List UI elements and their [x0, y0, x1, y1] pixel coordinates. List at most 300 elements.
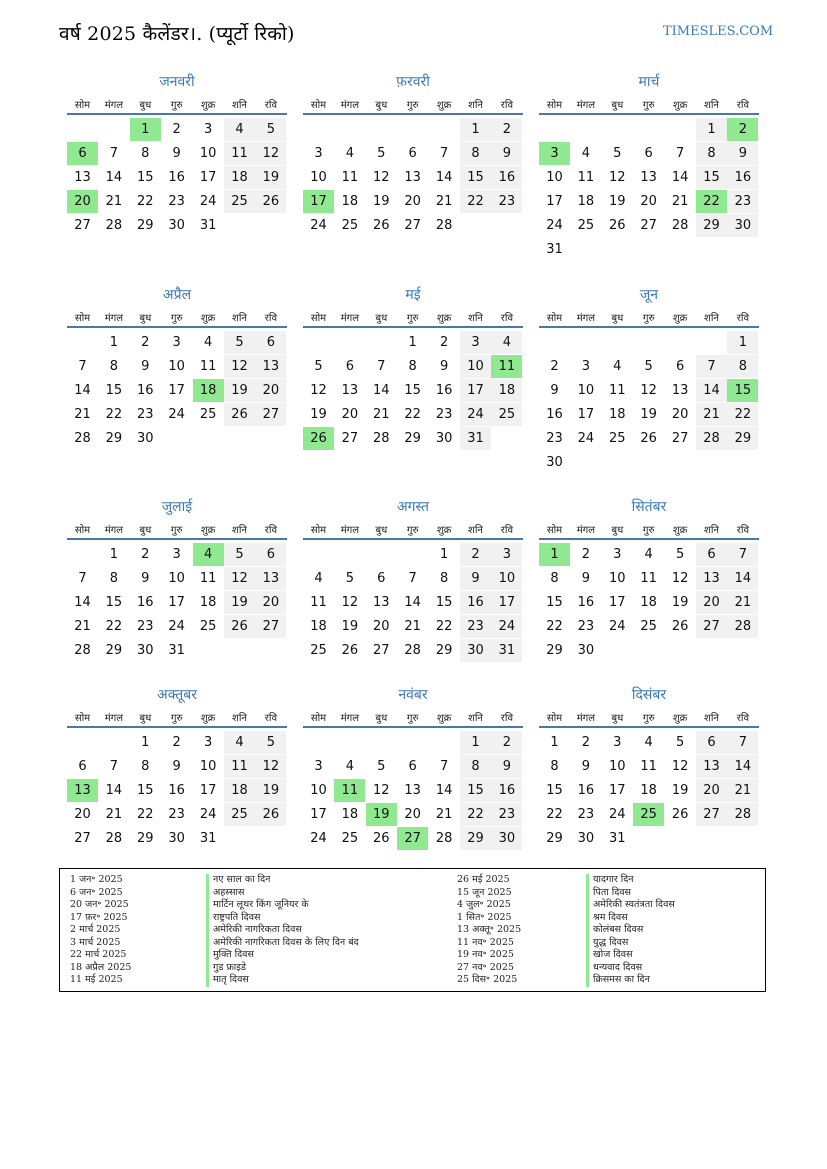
- day-cell: 31: [168, 643, 185, 658]
- day-cell: 7: [109, 146, 119, 161]
- day-cell: 26: [303, 427, 334, 450]
- weekday-label: रवि: [500, 100, 514, 111]
- day-cell: 18: [341, 194, 359, 209]
- day-cell: 16: [137, 595, 154, 610]
- day-cell: 30: [168, 218, 185, 233]
- day-cell: 17: [199, 783, 217, 798]
- day-cell: 18: [310, 619, 327, 634]
- day-cell: 6: [255, 331, 286, 354]
- day-cell: 15: [696, 166, 727, 189]
- holiday-date: 11 नव॰ 2025: [457, 936, 514, 948]
- day-cell: 16: [168, 783, 185, 798]
- day-cell: 31: [491, 639, 522, 662]
- day-cell: 22: [546, 619, 563, 634]
- weekday-label: गुरु: [642, 525, 655, 536]
- holiday-name: मार्टिन लूथर किंग जूनियर के: [206, 899, 359, 912]
- day-cell: 13: [696, 755, 727, 778]
- day-cell: 16: [727, 166, 758, 189]
- weekday-label: सोम: [74, 525, 91, 536]
- weekday-label: गुरु: [406, 313, 419, 324]
- day-cell: 14: [435, 783, 453, 798]
- day-cell: 3: [172, 547, 181, 562]
- day-cell: 19: [255, 779, 286, 802]
- day-cell: 30: [460, 639, 491, 662]
- day-cell: 23: [137, 407, 154, 422]
- day-cell: 7: [696, 355, 727, 378]
- day-cell: 14: [74, 383, 91, 398]
- day-cell: 4: [203, 335, 213, 350]
- day-cell: 9: [141, 571, 150, 586]
- weekday-label: बुध: [375, 313, 388, 324]
- day-cell: 30: [577, 643, 595, 658]
- day-cell: 25: [224, 803, 255, 826]
- weekday-label: शनि: [232, 525, 247, 536]
- day-cell: 20: [671, 407, 689, 422]
- weekday-header: [539, 310, 759, 328]
- day-cell: 27: [341, 431, 359, 446]
- day-cell: 10: [460, 355, 491, 378]
- weekday-label: सोम: [546, 713, 563, 724]
- day-cell: 8: [727, 355, 758, 378]
- day-cell: 29: [696, 214, 727, 237]
- day-cell: 4: [644, 735, 653, 750]
- day-cell: 17: [491, 591, 522, 614]
- day-cell: 15: [137, 170, 154, 185]
- day-cell: 28: [435, 831, 453, 846]
- weekday-label: मंगल: [576, 313, 596, 324]
- day-cell: 14: [105, 170, 123, 185]
- day-cell: 19: [366, 803, 397, 826]
- day-cell: 12: [255, 142, 286, 165]
- day-cell: 29: [105, 643, 123, 658]
- day-cell: 6: [67, 142, 98, 165]
- day-cell: 15: [727, 379, 758, 402]
- holiday-name: मुक्ति दिवस: [206, 949, 359, 962]
- weekday-label: सोम: [74, 313, 91, 324]
- day-cell: 5: [255, 118, 286, 141]
- day-cell: 4: [644, 547, 653, 562]
- day-cell: 27: [696, 803, 727, 826]
- weekday-label: रवि: [264, 713, 278, 724]
- month-name: अगस्त: [396, 499, 429, 515]
- weekday-label: गुरु: [642, 713, 655, 724]
- weekday-label: रवि: [264, 525, 278, 536]
- day-cell: 7: [78, 359, 87, 374]
- weekday-label: शनि: [468, 713, 483, 724]
- day-cell: 9: [172, 759, 181, 774]
- weekday-label: बुध: [611, 525, 624, 536]
- day-cell: 26: [373, 218, 390, 233]
- weekday-label: सोम: [546, 525, 563, 536]
- day-cell: 19: [640, 407, 657, 422]
- weekday-label: रवि: [500, 313, 514, 324]
- day-cell: 24: [168, 407, 185, 422]
- day-cell: 8: [141, 146, 150, 161]
- weekday-label: शुक्र: [672, 313, 688, 324]
- day-cell: 2: [491, 731, 522, 754]
- day-cell: 8: [109, 359, 119, 374]
- month-name: मार्च: [638, 74, 660, 90]
- day-cell: 25: [341, 831, 359, 846]
- month-name: दिसंबर: [631, 687, 667, 703]
- day-cell: 9: [439, 359, 449, 374]
- day-cell: 7: [439, 759, 449, 774]
- day-cell: 28: [74, 643, 91, 658]
- day-cell: 8: [460, 142, 491, 165]
- day-cell: 8: [460, 755, 491, 778]
- day-cell: 26: [671, 807, 689, 822]
- weekday-label: शुक्र: [200, 100, 216, 111]
- day-cell: 26: [255, 803, 286, 826]
- day-cell: 14: [727, 755, 758, 778]
- day-cell: 28: [671, 218, 689, 233]
- weekday-label: बुध: [139, 100, 152, 111]
- day-cell: 12: [671, 759, 689, 774]
- day-cell: 24: [609, 807, 626, 822]
- holiday-date: 20 जन॰ 2025: [70, 899, 129, 910]
- day-cell: 15: [460, 166, 491, 189]
- day-cell: 1: [460, 118, 491, 141]
- weekday-label: शुक्र: [200, 525, 216, 536]
- holiday-names-right: [586, 874, 675, 987]
- day-cell: 19: [224, 591, 255, 614]
- day-cell: 4: [193, 543, 224, 566]
- holiday-name: खोज दिवस: [586, 949, 675, 962]
- day-cell: 4: [613, 359, 622, 374]
- weekday-label: सोम: [546, 313, 563, 324]
- weekday-label: रवि: [500, 713, 514, 724]
- holiday-date: 17 फ़र॰ 2025: [70, 911, 128, 923]
- day-cell: 30: [577, 831, 595, 846]
- day-cell: 16: [460, 591, 491, 614]
- day-cell: 5: [377, 146, 386, 161]
- weekday-label: गुरु: [406, 100, 419, 111]
- weekday-label: रवि: [736, 713, 750, 724]
- holiday-date: 15 जून 2025: [457, 886, 512, 898]
- day-cell: 9: [581, 571, 591, 586]
- weekday-label: शनि: [468, 100, 483, 111]
- day-cell: 13: [671, 383, 689, 398]
- day-cell: 8: [550, 759, 559, 774]
- day-cell: 25: [491, 403, 522, 426]
- day-cell: 6: [78, 759, 87, 774]
- weekday-label: मंगल: [576, 713, 596, 724]
- day-cell: 13: [696, 567, 727, 590]
- weekday-label: बुध: [375, 713, 388, 724]
- month-name: अक्तूबर: [157, 687, 197, 703]
- day-cell: 25: [577, 218, 595, 233]
- weekday-label: रवि: [736, 313, 750, 324]
- day-cell: 21: [671, 194, 689, 209]
- day-cell: 25: [341, 218, 359, 233]
- day-cell: 3: [539, 142, 570, 165]
- day-cell: 21: [105, 807, 123, 822]
- day-cell: 3: [314, 146, 323, 161]
- day-cell: 1: [696, 118, 727, 141]
- day-cell: 24: [199, 807, 217, 822]
- weekday-label: शनि: [232, 100, 247, 111]
- day-cell: 19: [373, 194, 390, 209]
- day-cell: 1: [550, 735, 559, 750]
- day-cell: 10: [310, 783, 327, 798]
- day-cell: 30: [727, 214, 758, 237]
- day-cell: 1: [130, 118, 161, 141]
- day-cell: 28: [373, 431, 390, 446]
- weekday-label: गुरु: [406, 525, 419, 536]
- day-cell: 5: [345, 571, 355, 586]
- day-cell: 6: [255, 543, 286, 566]
- day-cell: 19: [310, 407, 327, 422]
- day-cell: 11: [199, 571, 217, 586]
- day-cell: 17: [310, 807, 327, 822]
- day-cell: 30: [491, 827, 522, 850]
- weekday-header: [303, 522, 523, 540]
- day-cell: 18: [224, 779, 255, 802]
- weekday-label: शुक्र: [200, 313, 216, 324]
- weekday-label: शनि: [704, 713, 719, 724]
- day-cell: 2: [550, 359, 559, 374]
- day-cell: 22: [137, 194, 154, 209]
- weekday-label: शुक्र: [436, 100, 452, 111]
- day-cell: 29: [460, 827, 491, 850]
- weekday-label: सोम: [310, 713, 327, 724]
- day-cell: 24: [460, 403, 491, 426]
- day-cell: 3: [491, 543, 522, 566]
- weekday-label: शुक्र: [672, 525, 688, 536]
- weekday-label: शुक्र: [672, 100, 688, 111]
- holiday-date: 27 नव॰ 2025: [457, 961, 514, 973]
- day-cell: 30: [137, 643, 154, 658]
- day-cell: 22: [546, 807, 563, 822]
- day-cell: 6: [675, 359, 685, 374]
- day-cell: 31: [199, 831, 217, 846]
- weekday-label: शनि: [468, 313, 483, 324]
- weekday-label: शनि: [232, 313, 247, 324]
- day-cell: 18: [193, 379, 224, 402]
- holiday-name: राष्ट्रपति दिवस: [206, 912, 359, 925]
- day-cell: 13: [373, 595, 390, 610]
- day-cell: 21: [435, 807, 453, 822]
- day-cell: 2: [491, 118, 522, 141]
- day-cell: 8: [109, 571, 119, 586]
- weekday-label: शनि: [704, 525, 719, 536]
- day-cell: 8: [696, 142, 727, 165]
- day-cell: 13: [74, 170, 91, 185]
- day-cell: 9: [491, 755, 522, 778]
- day-cell: 11: [199, 359, 217, 374]
- day-cell: 6: [408, 759, 417, 774]
- day-cell: 5: [644, 359, 653, 374]
- day-cell: 21: [696, 403, 727, 426]
- day-cell: 18: [640, 783, 657, 798]
- day-cell: 17: [199, 170, 217, 185]
- weekday-label: मंगल: [340, 100, 360, 111]
- day-cell: 4: [491, 331, 522, 354]
- weekday-header: [67, 97, 287, 115]
- holiday-date: 3 मार्च 2025: [70, 936, 121, 948]
- day-cell: 17: [609, 595, 626, 610]
- day-cell: 15: [460, 779, 491, 802]
- day-cell: 3: [613, 735, 622, 750]
- day-cell: 3: [613, 547, 622, 562]
- month-name: फ़रवरी: [396, 74, 430, 90]
- day-cell: 12: [373, 170, 390, 185]
- day-cell: 18: [341, 807, 359, 822]
- day-cell: 23: [491, 803, 522, 826]
- day-cell: 12: [224, 567, 255, 590]
- day-cell: 4: [224, 731, 255, 754]
- day-cell: 18: [199, 595, 217, 610]
- weekday-label: सोम: [310, 525, 327, 536]
- day-cell: 21: [727, 779, 758, 802]
- day-cell: 23: [460, 615, 491, 638]
- day-cell: 23: [168, 194, 185, 209]
- day-cell: 19: [224, 379, 255, 402]
- day-cell: 31: [609, 831, 626, 846]
- day-cell: 12: [255, 755, 286, 778]
- day-cell: 31: [199, 218, 217, 233]
- day-cell: 26: [224, 615, 255, 638]
- day-cell: 11: [640, 759, 657, 774]
- day-cell: 20: [404, 194, 421, 209]
- day-cell: 21: [74, 407, 91, 422]
- day-cell: 10: [609, 759, 626, 774]
- day-cell: 13: [640, 170, 657, 185]
- weekday-label: रवि: [736, 525, 750, 536]
- holiday-date: 6 जन॰ 2025: [70, 886, 123, 898]
- day-cell: 14: [671, 170, 689, 185]
- day-cell: 10: [168, 571, 185, 586]
- weekday-header: [303, 97, 523, 115]
- weekday-label: रवि: [264, 313, 278, 324]
- day-cell: 7: [377, 359, 386, 374]
- day-cell: 1: [460, 731, 491, 754]
- day-cell: 6: [377, 571, 386, 586]
- day-cell: 27: [255, 615, 286, 638]
- day-cell: 16: [577, 783, 595, 798]
- day-cell: 16: [546, 407, 563, 422]
- day-cell: 27: [404, 218, 421, 233]
- holiday-date: 26 मई 2025: [457, 874, 510, 885]
- day-cell: 20: [67, 190, 98, 213]
- day-cell: 9: [172, 146, 181, 161]
- day-cell: 20: [74, 807, 91, 822]
- day-cell: 29: [137, 218, 154, 233]
- day-cell: 26: [255, 190, 286, 213]
- weekday-label: बुध: [611, 713, 624, 724]
- day-cell: 26: [609, 218, 626, 233]
- day-cell: 18: [224, 166, 255, 189]
- day-cell: 19: [341, 619, 359, 634]
- day-cell: 7: [408, 571, 417, 586]
- day-cell: 15: [546, 783, 563, 798]
- day-cell: 21: [404, 619, 421, 634]
- day-cell: 20: [404, 807, 421, 822]
- site-link[interactable]: TIMESLES.COM: [663, 24, 774, 39]
- day-cell: 15: [404, 383, 421, 398]
- day-cell: 18: [491, 379, 522, 402]
- day-cell: 3: [581, 359, 591, 374]
- weekday-header: [539, 97, 759, 115]
- day-cell: 19: [609, 194, 626, 209]
- weekday-label: गुरु: [170, 713, 183, 724]
- holiday-date: 11 मई 2025: [70, 974, 123, 985]
- day-cell: 12: [640, 383, 657, 398]
- day-cell: 26: [671, 619, 689, 634]
- weekday-header: [67, 710, 287, 728]
- weekday-label: शुक्र: [436, 525, 452, 536]
- day-cell: 5: [675, 547, 685, 562]
- month-name: मई: [405, 287, 421, 303]
- day-cell: 25: [224, 190, 255, 213]
- day-cell: 5: [675, 735, 685, 750]
- holiday-name: अमेरिकी नागरिकता दिवस के लिए दिन बंद: [206, 937, 359, 950]
- day-cell: 11: [334, 779, 365, 802]
- weekday-label: शनि: [704, 313, 719, 324]
- day-cell: 3: [314, 759, 323, 774]
- day-cell: 24: [546, 218, 563, 233]
- month-name: जुलाई: [161, 499, 193, 515]
- day-cell: 4: [314, 571, 323, 586]
- day-cell: 12: [341, 595, 359, 610]
- day-cell: 1: [109, 547, 119, 562]
- day-cell: 2: [141, 335, 150, 350]
- day-cell: 24: [310, 831, 327, 846]
- day-cell: 23: [137, 619, 154, 634]
- holiday-date: 18 अप्रैल 2025: [70, 961, 132, 973]
- day-cell: 15: [105, 383, 123, 398]
- weekday-header: [303, 310, 523, 328]
- day-cell: 7: [727, 543, 758, 566]
- holiday-date: 13 अक्तू॰ 2025: [457, 924, 522, 935]
- day-cell: 8: [141, 759, 150, 774]
- day-cell: 20: [640, 194, 657, 209]
- day-cell: 5: [613, 146, 622, 161]
- day-cell: 18: [640, 595, 657, 610]
- day-cell: 25: [609, 431, 626, 446]
- day-cell: 20: [373, 619, 390, 634]
- day-cell: 29: [137, 831, 154, 846]
- weekday-label: मंगल: [104, 525, 124, 536]
- day-cell: 28: [727, 615, 758, 638]
- day-cell: 22: [105, 619, 123, 634]
- weekday-label: शनि: [468, 525, 483, 536]
- day-cell: 23: [577, 807, 595, 822]
- day-cell: 4: [345, 146, 355, 161]
- weekday-label: गुरु: [170, 525, 183, 536]
- weekday-label: बुध: [611, 313, 624, 324]
- day-cell: 5: [377, 759, 386, 774]
- weekday-label: मंगल: [104, 713, 124, 724]
- day-cell: 12: [671, 571, 689, 586]
- holiday-date: 22 मार्च 2025: [70, 949, 127, 960]
- day-cell: 27: [74, 218, 91, 233]
- weekday-label: सोम: [310, 100, 327, 111]
- day-cell: 16: [491, 779, 522, 802]
- day-cell: 1: [109, 335, 119, 350]
- day-cell: 20: [696, 591, 727, 614]
- day-cell: 22: [105, 407, 123, 422]
- day-cell: 23: [727, 190, 758, 213]
- day-cell: 15: [105, 595, 123, 610]
- weekday-label: शुक्र: [200, 713, 216, 724]
- day-cell: 1: [727, 331, 758, 354]
- holiday-date: 1 सित॰ 2025: [457, 911, 512, 923]
- day-cell: 2: [439, 335, 449, 350]
- day-cell: 30: [137, 431, 154, 446]
- weekday-header: [539, 522, 759, 540]
- day-cell: 24: [168, 619, 185, 634]
